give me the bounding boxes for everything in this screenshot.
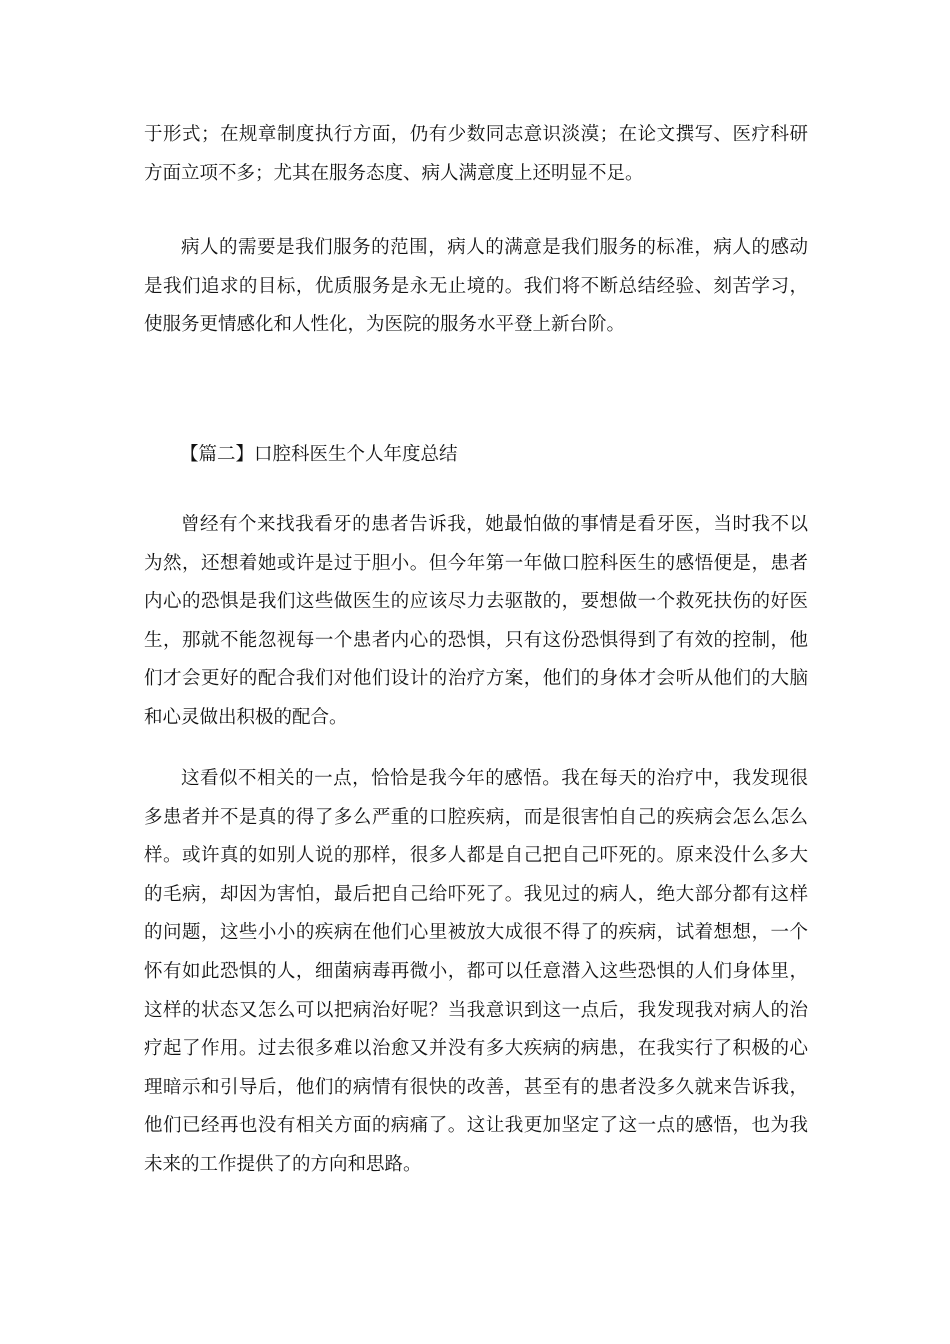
- section-heading: 【篇二】口腔科医生个人年度总结: [180, 444, 458, 465]
- paragraph-continuation: 于形式；在规章制度执行方面，仍有少数同志意识淡漠；在论文撰写、医疗科研方面立项不多；尤其在服务态度、病人满意度上还明显不足。: [144, 124, 808, 184]
- paragraph-insight: 这看似不相关的一点，恰恰是我今年的感悟。我在每天的治疗中，我发现很多患者并不是真的得了多么严重的口腔疾病，而是很害怕自己的疾病会怎么怎么样。或许真的如别人说的那样，很多人都是自己把自己吓死的。原来没什么多大的毛病，却因为害怕，最后把自己给吓死了。我见过的病人，绝大部分都有这样的问题，这些小小的疾病在他们心里被放大成很不得了的疾病，试着想想，一个怀有如此恐惧的人，细菌病毒再微小，都可以任意潜入这些恐惧的人们身体里，这样的状态又怎么可以把病治好呢？当我意识到这一点后，我发现我对病人的治疗起了作用。过去很多难以治愈又并没有多大疾病的病患，在我实行了积极的心理暗示和引导后，他们的病情有很快的改善，甚至有的患者没多久就来告诉我，他们已经再也没有相关方面的病痛了。这让我更加坚定了这一点的感悟，也为我未来的工作提供了的方向和思路。: [144, 768, 808, 1175]
- paragraph-patient-fear: 曾经有个来找我看牙的患者告诉我，她最怕做的事情是看牙医，当时我不以为然，还想着她或许是过于胆小。但今年第一年做口腔科医生的感悟便是，患者内心的恐惧是我们这些做医生的应该尽力去驱散的，要想做一个救死扶伤的好医生，那就不能忽视每一个患者内心的恐惧，只有这份恐惧得到了有效的控制，他们才会更好的配合我们对他们设计的治疗方案，他们的身体才会听从他们的大脑和心灵做出积极的配合。: [144, 514, 808, 728]
- paragraph-service-commitment: 病人的需要是我们服务的范围，病人的满意是我们服务的标准，病人的感动是我们追求的目标，优质服务是永无止境的。我们将不断总结经验、刻苦学习，使服务更情感化和人性化，为医院的服务水平登上新台阶。: [144, 237, 808, 336]
